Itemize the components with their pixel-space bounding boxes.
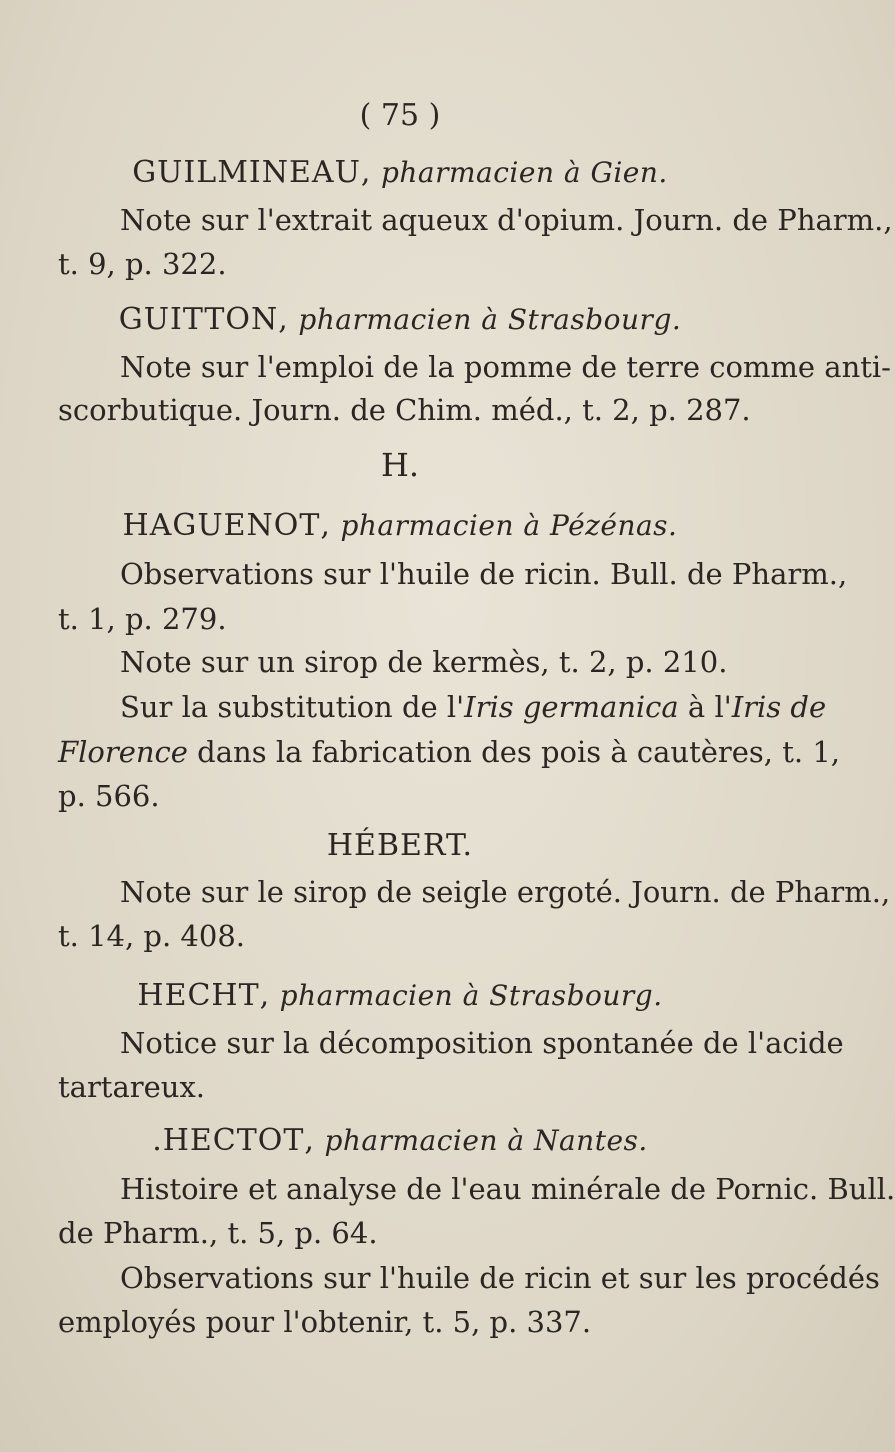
entry-heading-hectot: .HECTOT, pharmacien à Nantes. (152, 1123, 648, 1158)
entry-text: Histoire et analyse de l'eau minérale de Pornic. Bull. (120, 1172, 895, 1206)
entry-text: employés pour l'obtenir, t. 5, p. 337. (58, 1305, 592, 1339)
author-role: pharmacien à Nantes. (324, 1124, 648, 1157)
page-number: ( 75 ) (359, 98, 441, 133)
entry-text-line: Florence dans la fabrication des pois à cautères, t. 1, (58, 735, 841, 769)
author-role: pharmacien à Pézénas. (340, 509, 678, 542)
entry-text: Observations sur l'huile de ricin. Bull. de Pharm., (120, 557, 848, 591)
author-name: GUITTON (118, 302, 279, 337)
author-name: GUILMINEAU (132, 155, 361, 190)
author-role: pharmacien à Gien. (380, 156, 668, 189)
entry-text: Notice sur la décomposition spontanée de l'acide (120, 1026, 844, 1060)
entry-text-line: Sur la substitution de l'Iris germanica à l'Iris de (120, 690, 827, 724)
entry-heading-hecht: HECHT, pharmacien à Strasbourg. (137, 978, 663, 1013)
author-name: HECHT (137, 978, 260, 1013)
entry-heading-hebert (0, 828, 800, 863)
entry-text: t. 1, p. 279. (58, 602, 227, 636)
section-letter: H. (380, 446, 420, 484)
entry-heading-guilmineau: GUILMINEAU, pharmacien à Gien. (132, 155, 668, 190)
entry-text: de Pharm., t. 5, p. 64. (58, 1216, 378, 1250)
entry-text: Note sur l'emploi de la pomme de terre comme anti- (120, 350, 891, 384)
entry-text: scorbutique. Journ. de Chim. méd., t. 2, p. 287. (58, 393, 751, 427)
entry-text: t. 9, p. 322. (58, 247, 227, 281)
author-role: pharmacien à Strasbourg. (298, 303, 682, 336)
author-role: pharmacien à Strasbourg. (279, 979, 663, 1012)
entry-text: t. 14, p. 408. (58, 919, 245, 953)
author-name: .HECTOT (152, 1123, 305, 1158)
author-name: HAGUENOT (122, 508, 321, 543)
entry-heading-haguenot: HAGUENOT, pharmacien à Pézénas. (122, 508, 678, 543)
entry-text: Note sur l'extrait aqueux d'opium. Journ. de Pharm., (120, 203, 893, 237)
entry-text: Note sur un sirop de kermès, t. 2, p. 210. (120, 645, 728, 679)
entry-text: Note sur le sirop de seigle ergoté. Journ. de Pharm., (120, 875, 891, 909)
entry-text: tartareux. (58, 1070, 206, 1104)
entry-text: Observations sur l'huile de ricin et sur les procédés (120, 1261, 880, 1295)
entry-text: p. 566. (58, 779, 160, 813)
author-name: HÉBERT. (326, 828, 474, 863)
entry-heading-guitton: GUITTON, pharmacien à Strasbourg. (118, 302, 682, 337)
